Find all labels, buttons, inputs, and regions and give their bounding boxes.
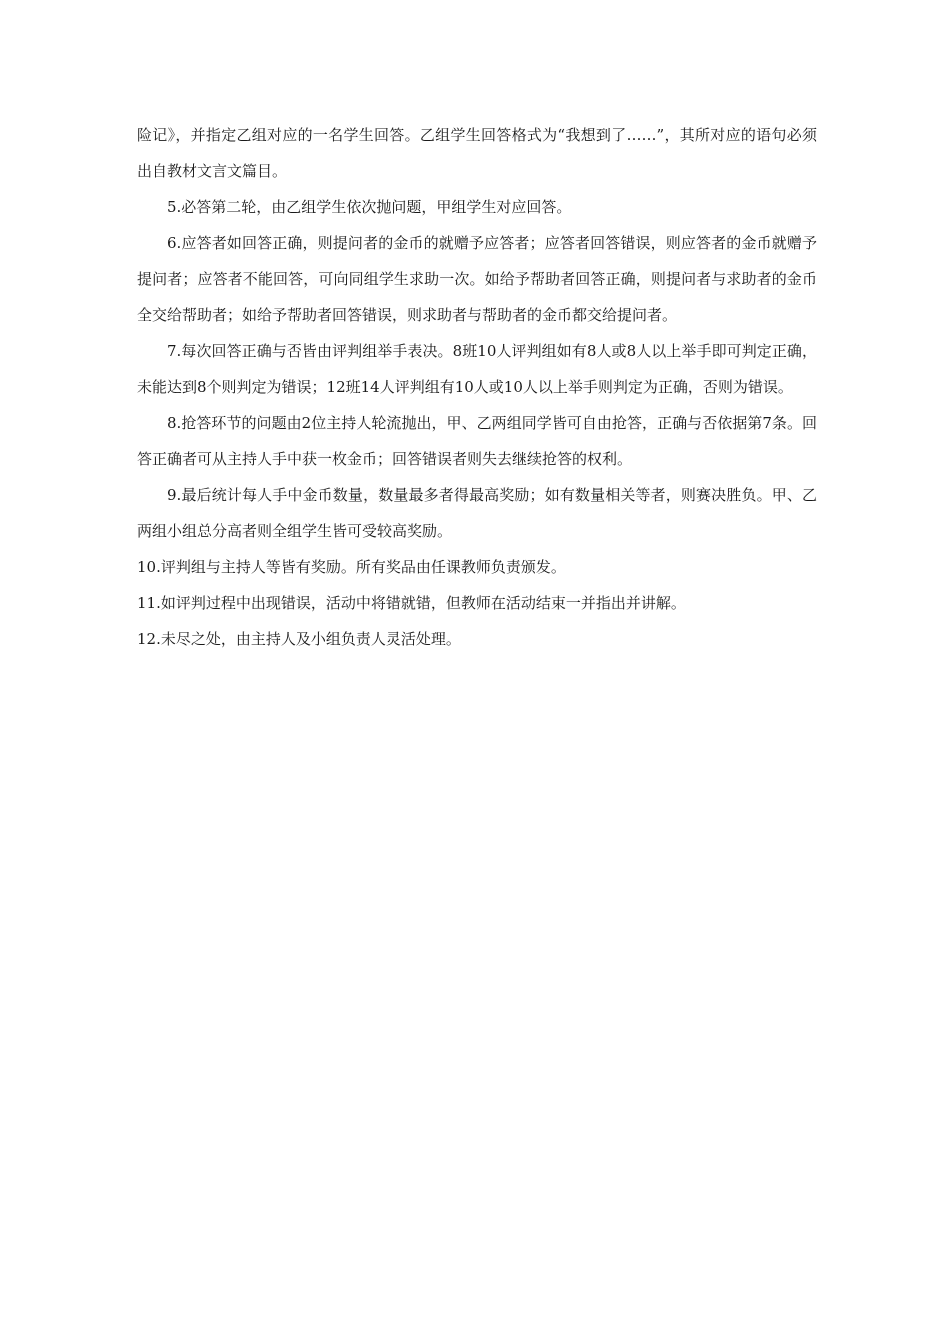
paragraph-1: 险记》，并指定乙组对应的一名学生回答。乙组学生回答格式为“我想到了……”，其所对应的语句必须出自教材文言文篇目。 [137, 126, 817, 180]
paragraph-rule-6: 6.应答者如回答正确，则提问者的金币的就赠予应答者；应答者回答错误，则应答者的金币就赠予提问者；应答者不能回答，可向同组学生求助一次。如给予帮助者回答正确，则提问者与求助者的金币全交给帮助者；如给予帮助者回答错误，则求助者与帮助者的金币都交给提问者。 [137, 234, 817, 324]
paragraph-rule-9: 9.最后统计每人手中金币数量，数量最多者得最高奖励；如有数量相关等者，则赛决胜负。甲、乙两组小组总分高者则全组学生皆可受较高奖励。 [137, 486, 817, 540]
document-body [137, 117, 817, 657]
paragraph-rule-8: 8.抢答环节的问题由2位主持人轮流抛出，甲、乙两组同学皆可自由抢答，正确与否依据第7条。回答正确者可从主持人手中获一枚金币；回答错误者则失去继续抢答的权利。 [137, 414, 817, 468]
paragraph-rule-10: 10.评判组与主持人等皆有奖励。所有奖品由任课教师负责颁发。 [137, 558, 566, 576]
paragraph-rule-11: 11.如评判过程中出现错误，活动中将错就错，但教师在活动结束一并指出并讲解。 [137, 594, 686, 612]
paragraph-rule-5: 5.必答第二轮，由乙组学生依次抛问题，甲组学生对应回答。 [167, 198, 572, 216]
paragraph-rule-12: 12.未尽之处，由主持人及小组负责人灵活处理。 [137, 630, 461, 648]
paragraph-rule-7: 7.每次回答正确与否皆由评判组举手表决。8班10人评判组如有8人或8人以上举手即可判定正确，未能达到8个则判定为错误；12班14人评判组有10人或10人以上举手则判定为正确，否则为错误。 [137, 342, 817, 396]
